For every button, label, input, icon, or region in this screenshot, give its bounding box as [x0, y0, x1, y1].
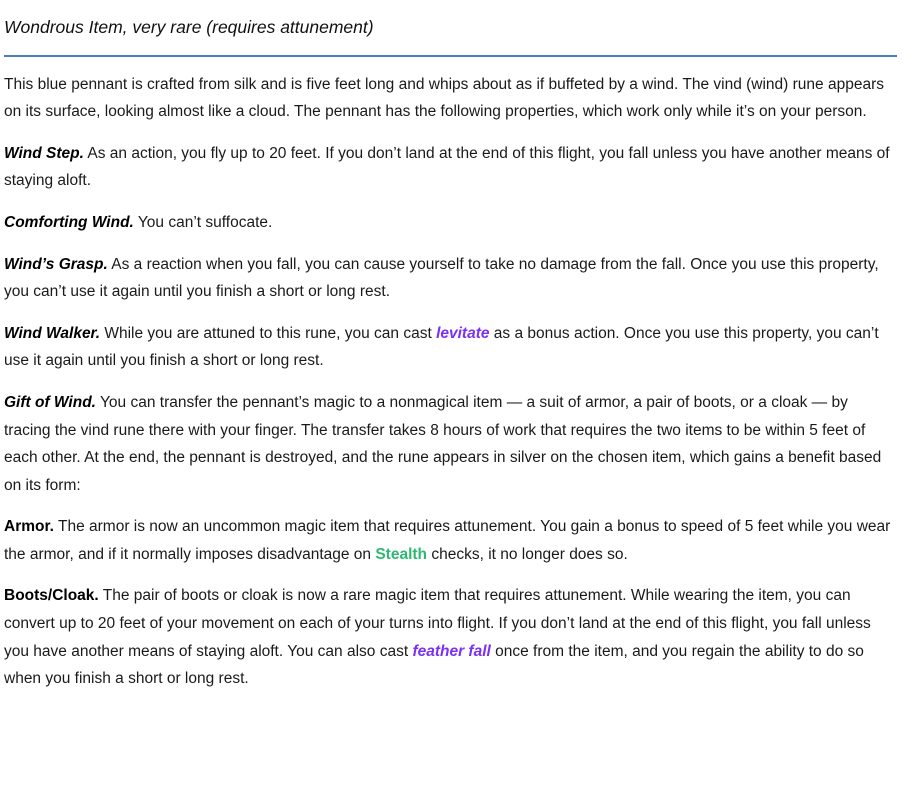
property-name: Comforting Wind. — [4, 214, 134, 232]
property-paragraph-winds-grasp — [4, 251, 897, 306]
property-text: As an action, you fly up to 20 feet. If you don’t land at the end of this flight, you fall unless you have another means of staying aloft. — [4, 144, 890, 190]
property-name: Wind Step. — [4, 144, 84, 162]
spell-link-feather-fall[interactable]: feather fall — [412, 642, 491, 660]
form-paragraph-armor — [4, 513, 897, 568]
property-text: You can transfer the pennant’s magic to a nonmagical item — a suit of armor, a pair of boots, or a cloak — by tracing the vind rune there with your finger. The transfer takes 8 hours of work that requires the two items to be within 5 feet of each other. At the end, the pennant is destroyed, and the rune appears in silver on the chosen item, which gains a benefit based on its form: — [4, 393, 882, 494]
property-text-before: While you are attuned to this rune, you can cast — [100, 324, 437, 342]
property-text-after: as a bonus action. Once you use this property, you can’t use it again until you finish a short or long rest. — [4, 324, 879, 370]
property-text: You can’t suffocate. — [133, 214, 273, 232]
property-paragraph-wind-walker — [4, 320, 897, 375]
item-type-subtitle: Wondrous Item, very rare (requires attunement) — [4, 17, 374, 37]
property-name: Wind’s Grasp. — [4, 255, 108, 273]
form-name: Armor. — [4, 518, 54, 536]
form-paragraph-boots-cloak — [4, 582, 897, 692]
intro-paragraph: This blue pennant is crafted from silk and is five feet long and whips about as if buffeted by a wind. The vind (wind) rune appears on its surface, looking almost like a cloud. The pennant has the following properties, which work only while it’s on your person. — [4, 75, 884, 121]
property-name: Gift of Wind. — [4, 393, 96, 411]
form-text-before: The pair of boots or cloak is now a rare magic item that requires attunement. While wearing the item, you can convert up to 20 feet of your movement on each of your turns into flight. If you don’t land at the end of this flight, you fall unless you have another means of staying aloft. You can also cast — [4, 587, 871, 660]
spell-link-levitate[interactable]: levitate — [436, 324, 490, 342]
form-text-before: The armor is now an uncommon magic item that requires attunement. You gain a bonus to speed of 5 feet while you wear the armor, and if it normally imposes disadvantage on — [4, 518, 891, 563]
property-paragraph-comforting-wind — [4, 209, 897, 237]
skill-link-stealth[interactable]: Stealth — [375, 545, 428, 563]
property-paragraph-gift-of-wind — [4, 389, 897, 499]
form-text-after: once from the item, and you regain the ability to do so when you finish a short or long rest. — [4, 642, 864, 688]
form-text-after: checks, it no longer does so. — [427, 545, 628, 563]
property-paragraph-wind-step — [4, 140, 897, 195]
section-divider — [4, 55, 897, 57]
property-name: Wind Walker. — [4, 324, 101, 342]
property-text: As a reaction when you fall, you can cause yourself to take no damage from the fall. Once you use this property, you can’t use it again until you finish a short or long rest. — [4, 255, 879, 301]
form-name: Boots/Cloak. — [4, 587, 99, 605]
item-body-text — [4, 71, 897, 693]
